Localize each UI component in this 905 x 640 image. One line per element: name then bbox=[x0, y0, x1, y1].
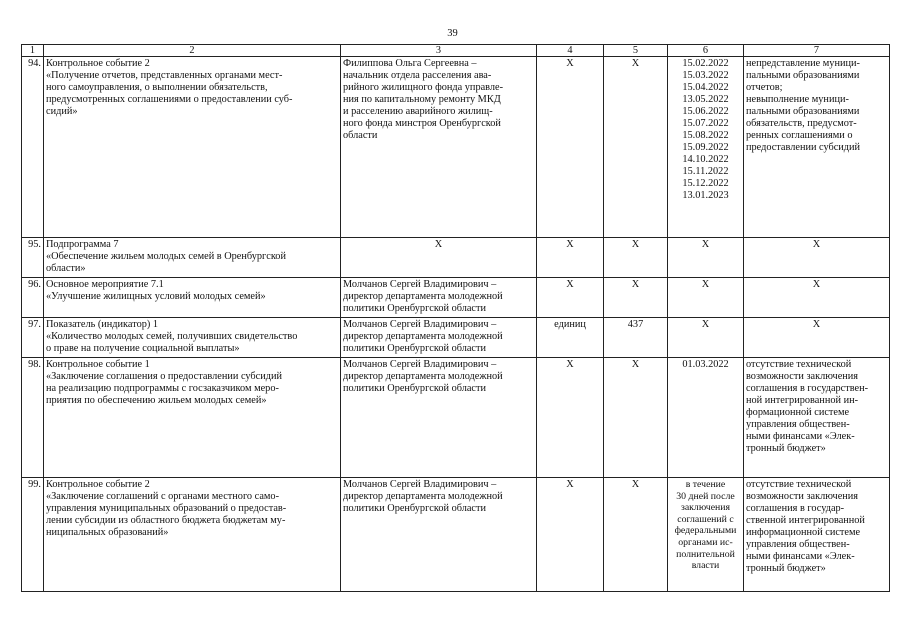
risk-cell-line: пальными образованиями bbox=[746, 70, 860, 81]
table-row bbox=[22, 57, 890, 238]
responsible-person-line: директор департамента молодежной bbox=[343, 331, 503, 342]
event-name-line: Подпрограмма 7 bbox=[46, 239, 119, 250]
deadline-cell bbox=[668, 57, 744, 238]
responsible-person bbox=[341, 278, 537, 318]
value-cell: X bbox=[604, 278, 668, 318]
risk-cell bbox=[744, 238, 890, 278]
risk-cell bbox=[744, 358, 890, 478]
risk-cell-line: отчетов; bbox=[746, 82, 783, 93]
deadline-cell-line: 15.11.2022 bbox=[682, 166, 729, 177]
unit-cell: X bbox=[537, 478, 604, 592]
row-number: 98. bbox=[22, 358, 44, 478]
event-name-line: Основное мероприятие 7.1 bbox=[46, 279, 164, 290]
responsible-person-line: политики Оренбургской области bbox=[343, 303, 487, 314]
deadline-cell-line: власти bbox=[691, 560, 720, 572]
event-name-line: лении субсидии из областного бюджета бюджетам му- bbox=[46, 515, 286, 526]
risk-cell-line: X bbox=[812, 319, 821, 330]
risk-cell-line: непредставление муници- bbox=[746, 58, 860, 69]
event-name-line: предусмотренных соглашениями о предоставлении суб- bbox=[46, 94, 293, 105]
risk-cell-line: отсутствие технической bbox=[746, 359, 852, 370]
deadline-cell bbox=[668, 358, 744, 478]
responsible-person bbox=[341, 478, 537, 592]
row-number: 95. bbox=[22, 238, 44, 278]
deadline-cell bbox=[668, 278, 744, 318]
deadline-cell-line: 15.07.2022 bbox=[682, 118, 729, 129]
unit-cell: X bbox=[537, 238, 604, 278]
responsible-person bbox=[341, 318, 537, 358]
deadline-cell-line: X bbox=[701, 319, 710, 330]
responsible-person bbox=[341, 57, 537, 238]
event-name-line: «Заключение соглашений с органами местного само- bbox=[46, 491, 280, 502]
deadline-cell-line: X bbox=[701, 239, 710, 250]
deadline-cell-line: 15.12.2022 bbox=[682, 178, 729, 189]
responsible-person-line: Молчанов Сергей Владимирович – bbox=[343, 279, 497, 290]
responsible-person-line: рийного жилищного фонда управле- bbox=[343, 82, 504, 93]
deadline-cell bbox=[668, 318, 744, 358]
value-cell: X bbox=[604, 478, 668, 592]
event-name-line: «Получение отчетов, представленных органами мест- bbox=[46, 70, 283, 81]
risk-cell-line: ренных соглашениями о bbox=[746, 130, 853, 141]
value-cell: X bbox=[604, 57, 668, 238]
deadline-cell-line: органами ис- bbox=[678, 536, 733, 548]
column-number: 3 bbox=[341, 45, 537, 57]
event-name bbox=[44, 238, 341, 278]
event-name-line: «Обеспечение жильем молодых семей в Оренбургской bbox=[46, 251, 286, 262]
column-number: 5 bbox=[604, 45, 668, 57]
column-number: 1 bbox=[22, 45, 44, 57]
responsible-person-line: ного фонда минстроя Оренбургской bbox=[343, 118, 501, 129]
event-name-line: Контрольное событие 2 bbox=[46, 58, 150, 69]
deadline-cell-line: 15.09.2022 bbox=[682, 142, 729, 153]
responsible-person-line: политики Оренбургской области bbox=[343, 503, 487, 514]
column-number-row bbox=[22, 45, 890, 57]
event-name-line: «Заключение соглашения о предоставлении субсидий bbox=[46, 371, 282, 382]
risk-cell-line: управления обществен- bbox=[746, 539, 850, 550]
event-name-line: Контрольное событие 2 bbox=[46, 479, 150, 490]
risk-cell-line: невыполнение муници- bbox=[746, 94, 849, 105]
deadline-cell-line: 30 дней после bbox=[676, 490, 735, 502]
risk-cell-line: ной интегрированной ин- bbox=[746, 395, 859, 406]
event-name bbox=[44, 278, 341, 318]
risk-cell-line: формационной системе bbox=[746, 407, 850, 418]
unit-cell: X bbox=[537, 278, 604, 318]
deadline-cell-line: 13.01.2023 bbox=[682, 190, 729, 201]
responsible-person bbox=[341, 238, 537, 278]
risk-cell-line: возможности заключения bbox=[746, 491, 859, 502]
row-number: 96. bbox=[22, 278, 44, 318]
event-name-line: управления муниципальных образований о предостав- bbox=[46, 503, 287, 514]
responsible-person-line: директор департамента молодежной bbox=[343, 491, 503, 502]
table-row bbox=[22, 278, 890, 318]
deadline-cell-line: заключения bbox=[680, 502, 731, 514]
responsible-person-line: директор департамента молодежной bbox=[343, 291, 503, 302]
event-name-line: о праве на получение социальной выплаты» bbox=[46, 343, 240, 354]
row-number: 94. bbox=[22, 57, 44, 238]
event-name bbox=[44, 478, 341, 592]
plan-table bbox=[21, 44, 890, 592]
column-number: 4 bbox=[537, 45, 604, 57]
risk-cell-line: X bbox=[812, 279, 821, 290]
responsible-person-line: Молчанов Сергей Владимирович – bbox=[343, 359, 497, 370]
column-number: 6 bbox=[668, 45, 744, 57]
deadline-cell bbox=[668, 238, 744, 278]
responsible-person-line: ния по капитальному ремонту МКД bbox=[343, 94, 501, 105]
risk-cell-line: соглашения в государ- bbox=[746, 503, 845, 514]
event-name-line: «Улучшение жилищных условий молодых семей» bbox=[46, 291, 266, 302]
risk-cell-line: тронный бюджет» bbox=[746, 563, 826, 574]
risk-cell-line: предоставлении субсидий bbox=[746, 142, 861, 153]
risk-cell bbox=[744, 57, 890, 238]
value-cell: 437 bbox=[604, 318, 668, 358]
risk-cell-line: возможности заключения bbox=[746, 371, 859, 382]
risk-cell-line: отсутствие технической bbox=[746, 479, 852, 490]
risk-cell-line: обязательств, предусмот- bbox=[746, 118, 857, 129]
risk-cell-line: соглашения в государствен- bbox=[746, 383, 869, 394]
responsible-person-line: политики Оренбургской области bbox=[343, 383, 487, 394]
table-row bbox=[22, 478, 890, 592]
deadline-cell-line: X bbox=[701, 279, 710, 290]
event-name-line: сидий» bbox=[46, 106, 78, 117]
column-number: 2 bbox=[44, 45, 341, 57]
deadline-cell-line: 13.05.2022 bbox=[682, 94, 729, 105]
event-name-line: Контрольное событие 1 bbox=[46, 359, 150, 370]
deadline-cell-line: 15.04.2022 bbox=[682, 82, 729, 93]
table-row bbox=[22, 238, 890, 278]
risk-cell-line: тронный бюджет» bbox=[746, 443, 826, 454]
page-number: 39 bbox=[447, 28, 458, 39]
risk-cell bbox=[744, 318, 890, 358]
deadline-cell-line: 01.03.2022 bbox=[682, 359, 729, 370]
row-number: 97. bbox=[22, 318, 44, 358]
event-name-line: на реализацию подпрограммы с госзаказчиком меро- bbox=[46, 383, 279, 394]
column-number: 7 bbox=[744, 45, 890, 57]
risk-cell bbox=[744, 278, 890, 318]
responsible-person-line: области bbox=[343, 130, 378, 141]
deadline-cell-line: 15.03.2022 bbox=[682, 70, 729, 81]
event-name bbox=[44, 57, 341, 238]
unit-cell: X bbox=[537, 57, 604, 238]
responsible-person bbox=[341, 358, 537, 478]
event-name bbox=[44, 358, 341, 478]
risk-cell-line: информационной системе bbox=[746, 527, 861, 538]
value-cell: X bbox=[604, 358, 668, 478]
event-name-line: области» bbox=[46, 263, 86, 274]
event-name bbox=[44, 318, 341, 358]
deadline-cell-line: 15.06.2022 bbox=[682, 106, 729, 117]
responsible-person-line: Филиппова Ольга Сергеевна – bbox=[343, 58, 477, 69]
event-name-line: приятия по обеспечению жильем молодых семей» bbox=[46, 395, 267, 406]
risk-cell-line: управления обществен- bbox=[746, 419, 850, 430]
responsible-person-line: начальник отдела расселения ава- bbox=[343, 70, 492, 81]
unit-cell: единиц bbox=[537, 318, 604, 358]
value-cell: X bbox=[604, 238, 668, 278]
deadline-cell-line: соглашений с bbox=[677, 513, 734, 525]
deadline-cell-line: в течение bbox=[685, 479, 726, 490]
responsible-person-line: Молчанов Сергей Владимирович – bbox=[343, 319, 497, 330]
event-name-line: ниципальных образований» bbox=[46, 527, 169, 538]
event-name-line: Показатель (индикатор) 1 bbox=[46, 319, 159, 330]
responsible-person-line: X bbox=[434, 239, 443, 250]
table-row bbox=[22, 358, 890, 478]
unit-cell: X bbox=[537, 358, 604, 478]
responsible-person-line: политики Оренбургской области bbox=[343, 343, 487, 354]
risk-cell-line: ственной интегрированной bbox=[746, 515, 865, 526]
deadline-cell-line: полнительной bbox=[676, 548, 735, 560]
risk-cell bbox=[744, 478, 890, 592]
risk-cell-line: X bbox=[812, 239, 821, 250]
event-name-line: ного самоуправления, о выполнении обязательств, bbox=[46, 82, 268, 93]
deadline-cell-line: 14.10.2022 bbox=[682, 154, 729, 165]
deadline-cell-line: федеральными bbox=[674, 525, 737, 537]
table-row bbox=[22, 318, 890, 358]
responsible-person-line: Молчанов Сергей Владимирович – bbox=[343, 479, 497, 490]
event-name-line: «Количество молодых семей, получивших свидетельство bbox=[46, 331, 298, 342]
deadline-cell-line: 15.08.2022 bbox=[682, 130, 729, 141]
risk-cell-line: ными финансами «Элек- bbox=[746, 431, 855, 442]
risk-cell-line: ными финансами «Элек- bbox=[746, 551, 855, 562]
responsible-person-line: и расселению аварийного жилищ- bbox=[343, 106, 493, 117]
deadline-cell-line: 15.02.2022 bbox=[682, 58, 729, 69]
responsible-person-line: директор департамента молодежной bbox=[343, 371, 503, 382]
row-number: 99. bbox=[22, 478, 44, 592]
risk-cell-line: пальными образованиями bbox=[746, 106, 860, 117]
deadline-cell bbox=[668, 478, 744, 592]
